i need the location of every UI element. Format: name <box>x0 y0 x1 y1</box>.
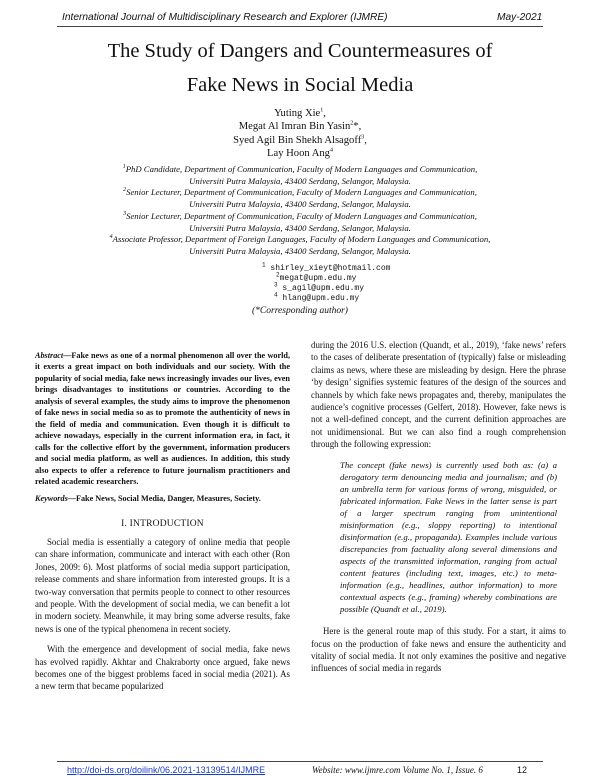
abstract: Abstract—Fake news as one of a normal phenomenon all over the world, it exerts a great impact on both individuals and our society. With the popularity of social media, fake news increasingly invades our lives, even brings disadvantages to institutions or countries. According to the analysis of several examples, the study aims to improve the phenomenon of fake news in social media so as to promote the authenticity of news in the field of media and communication. Even though it is difficult to achieve nowadays, especially in the current information era, in fact, it calls for the collective effort by the government, information producers and social media platform, as well as audiences. In addition, this study also expects to offer a reference to future journalism practitioners and related academic researchers. <box>35 351 290 486</box>
doi-link[interactable]: http://doi-ds.org/doilink/06.2021-13139514/IJMRE <box>67 765 266 775</box>
email-3: $^3$ s_agil@upm.edu.my <box>274 281 365 293</box>
journal-header: International Journal of Multidisciplinary Research and Explorer (IJMRE) <box>62 12 388 23</box>
block-quote: The concept (fake news) is currently used both as: (a) a derogatory term denouncing media and journalism; and (b) an umbrella term for various forms of wrong, misguided, or fabricated information. Fake News in the latter sense is part of a larger spectrum ranging from unintentional misinformation (e.g., sloppy reporting) to intentional disinformation (e.g., propaganda). Examples include various discrepancies from factuality along several dimensions and aspects of the transmitted information, ranging from actual content features (including text, images, etc.) to meta-information (e.g., headlines, author information) to more contextual aspects (e.g., framing) whereby combinations are possible (Quandt et al., 2019). <box>340 459 557 615</box>
affiliation-3: $^3$Senior Lecturer, Department of Communication, Faculty of Modern Languages and Communication, Universiti Putra Malaysia, 43400 Serdang, Selangor, Malaysia. <box>123 210 477 233</box>
right-column <box>311 339 566 675</box>
email-4: $^4$ hlang@upm.edu.my <box>274 291 360 303</box>
issue-date: May-2021 <box>497 12 543 23</box>
email-list <box>262 261 402 304</box>
keywords-label: Keywords <box>35 494 68 504</box>
section-heading-introduction: I. INTRODUCTION <box>121 518 204 529</box>
header-rule <box>57 26 543 27</box>
footer-website: Website: www.ijmre.com Volume No. 1, Issue. 6 <box>312 765 483 775</box>
keywords: Keywords—Fake News, Social Media, Danger, Measures, Society. <box>35 494 261 504</box>
body-paragraph-route-map: Here is the general route map of this study. For a start, it aims to focus on the production of fake news and ensure the authenticity and vitality of social media. It not only examines the positive and negative influences of social media in regards <box>311 626 566 674</box>
left-column <box>35 350 290 693</box>
affiliation-2: $^2$Senior Lecturer, Department of Communication, Faculty of Modern Languages and Communication, Universiti Putra Malaysia, 43400 Serdang, Selangor, Malaysia. <box>123 187 477 210</box>
author-3: Syed Agil Bin Shekh Alsagoff$^3$, <box>233 134 367 146</box>
paper-title-line2: Fake News in Social Media <box>186 74 414 96</box>
intro-paragraph-1: Social media is essentially a category of online media that people can share information, communicate and interact with each other (Ron Jones, 2009: 6). Most platforms of social media support participation, release comments and share information from interested groups. It is a two-way conversation that permits people to connect to other resources and people. With the development of social media, we can benefit a lot in modern society. Meanwhile, it may bring some adverse results, fake news is one of the typical phenomena in recent society. <box>35 536 290 634</box>
intro-paragraph-2: With the emergence and development of social media, fake news has evolved rapidly. Akhtar and Chakraborty once argued, fake news becomes one of the biggest problems faced in social media (2021). As a new term that became popularized <box>35 644 290 692</box>
corresponding-note: (*Corresponding author) <box>252 306 348 316</box>
author-4: Lay Hoon Ang$^4$ <box>267 147 333 160</box>
email-1: $^1$ shirley_xieyt@hotmail.com <box>262 261 391 273</box>
body-paragraph: during the 2016 U.S. election (Quandt, et al., 2019), ‘fake news’ refers to the cases of deliberate presentation of (typically) false or misleading claims as news, where these are misleading by design. Here the phrase ‘by design’ signifies systemic features of the design of the sources and channels by which fake news propagates and, thereby, manipulates the audience’s cognitive processes (Gelfert, 2018). However, fake news is not a well-defined concept, and the current definition approaches are not unidimensional. But we can also find a rough comprehension through the following expression: <box>311 340 566 450</box>
author-2: Megat Al Imran Bin Yasin$^2$*, <box>238 120 362 133</box>
author-list <box>0 107 600 161</box>
email-2: $^2$megat@upm.edu.my <box>276 271 357 283</box>
affiliations <box>0 164 600 258</box>
footer-rule <box>57 761 543 762</box>
affiliation-1: $^1$PhD Candidate, Department of Communication, Faculty of Modern Languages and Communication, Universiti Putra Malaysia, 43400 Serdang, Selangor, Malaysia. <box>122 164 478 186</box>
author-1: Yuting Xie$^1$, <box>274 107 326 119</box>
page-number: 12 <box>517 765 528 775</box>
paper-title-line1: The Study of Dangers and Countermeasures of <box>107 40 493 62</box>
affiliation-4: $^4$Associate Professor, Department of Foreign Languages, Faculty of Modern Languages and Communication, Universiti Putra Malaysia, 43400 Serdang, Selangor, Malaysia. <box>109 234 491 256</box>
abstract-label: Abstract <box>35 351 64 360</box>
